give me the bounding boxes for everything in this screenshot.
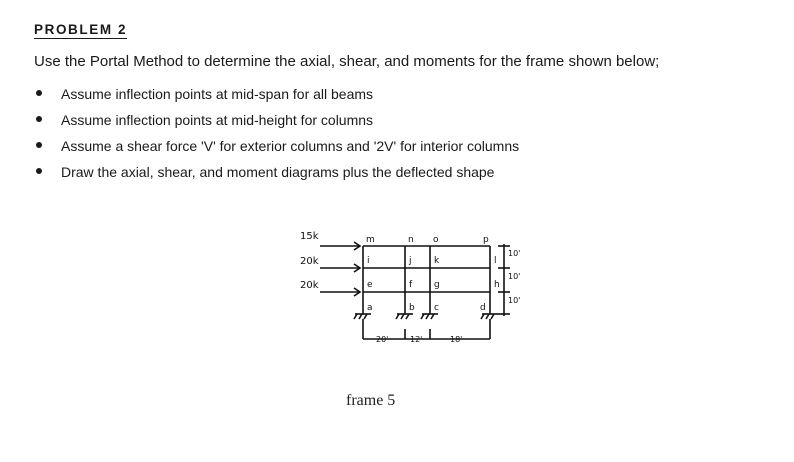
support-a [354,314,371,319]
joint-label: k [434,256,440,266]
support-d [481,314,498,319]
span-label: 12' [410,335,423,344]
load-arrow-roof [320,242,360,250]
joint-label: e [367,280,373,290]
joint-label: d [480,303,486,313]
joint-label: b [409,303,415,313]
height-label: 10' [508,272,521,281]
list-item: Draw the axial, shear, and moment diagrams plus the deflected shape [34,162,519,188]
span-label: 20' [376,335,389,344]
load-label: 20k [300,256,319,267]
joint-label: g [434,280,440,290]
frame-drawing [290,215,530,390]
list-item: Assume inflection points at mid-span for all beams [34,84,519,110]
load-arrow-level-1 [320,288,360,296]
list-item: Assume a shear force 'V' for exterior columns and '2V' for interior columns [34,136,519,162]
support-c [421,314,438,319]
joint-label: j [409,256,412,266]
joint-label: f [409,280,413,290]
support-b [396,314,413,319]
height-label: 10' [508,249,521,258]
joint-label: n [408,235,414,245]
problem-heading: PROBLEM 2 [34,22,128,37]
joint-label: c [434,303,439,313]
frame-figure [290,215,530,415]
joint-label: m [366,235,375,245]
height-label: 10' [508,296,521,305]
load-label: 15k [300,231,319,242]
load-arrow-level-2 [320,264,360,272]
joint-label: o [433,235,439,245]
joint-label: p [483,235,489,245]
instruction-text: Use the Portal Method to determine the axial, shear, and moments for the frame shown below; [34,53,660,70]
list-item: Assume inflection points at mid-height for columns [34,110,519,136]
joint-label: h [494,280,500,290]
assumption-list [34,84,519,188]
joint-label: l [494,256,497,266]
figure-caption: frame 5 [346,392,396,409]
span-label: 18' [450,335,463,344]
load-label: 20k [300,280,319,291]
joint-label: i [367,256,370,266]
joint-label: a [367,303,373,313]
